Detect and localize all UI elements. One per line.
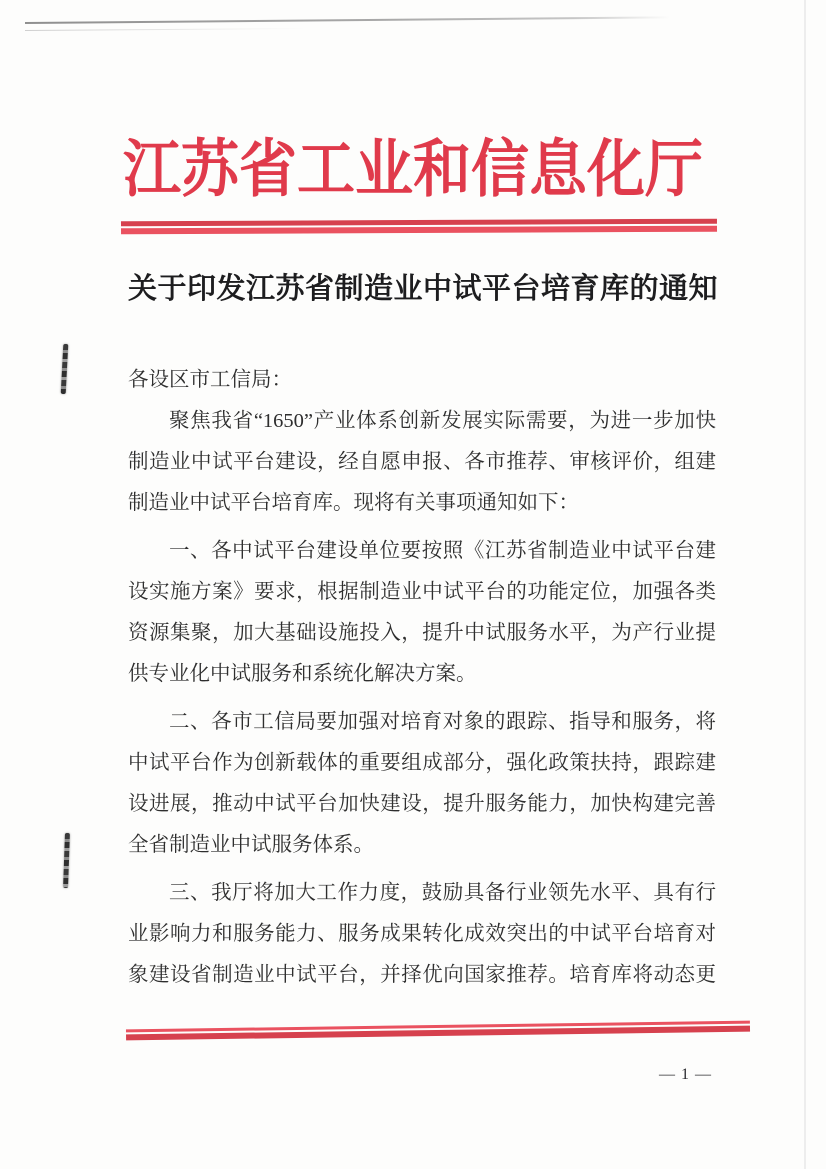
body-line: 象建设省制造业中试平台，并择优向国家推荐。培育库将动态更	[128, 964, 716, 986]
letterhead-divider-thin-line	[121, 226, 717, 235]
document-body	[128, 360, 716, 996]
agency-name: 江苏省工业和信息化厅	[122, 134, 703, 205]
body-line: 三、我厅将加大工作力度，鼓励具备行业领先水平、具有行	[169, 882, 716, 904]
body-line: 二、各市工信局要加强对培育对象的跟踪、指导和服务，将	[169, 711, 716, 733]
staple-mark-bottom	[63, 833, 70, 888]
body-line: 设进展，推动中试平台加快建设，提升服务能力，加快构建完善	[128, 793, 716, 815]
footer-divider	[126, 1021, 750, 1041]
body-line: 全省制造业中试服务体系。	[128, 834, 374, 856]
salutation: 各设区市工信局：	[128, 369, 292, 391]
scan-paper-edge-top-faint	[25, 28, 305, 31]
body-line: 一、各中试平台建设单位要按照《江苏省制造业中试平台建	[169, 540, 716, 562]
letterhead-divider	[121, 219, 717, 235]
scan-paper-edge-top	[25, 16, 670, 24]
body-line: 设实施方案》要求，根据制造业中试平台的功能定位，加强各类	[128, 581, 716, 603]
body-line: 制造业中试平台培育库。现将有关事项通知如下：	[128, 492, 579, 514]
staple-mark-top	[61, 344, 69, 394]
body-line: 聚焦我省“1650”产业体系创新发展实际需要，为进一步加快	[169, 410, 716, 432]
page-number: — 1 —	[659, 1066, 712, 1083]
body-line: 供专业化中试服务和系统化解决方案。	[128, 663, 477, 685]
body-line: 制造业中试平台建设，经自愿申报、各市推荐、审核评价，组建	[128, 451, 716, 473]
body-line: 业影响力和服务能力、服务成果转化成效突出的中试平台培育对	[128, 923, 716, 945]
body-line: 中试平台作为创新载体的重要组成部分，强化政策扶持，跟踪建	[128, 752, 716, 774]
document-title: 关于印发江苏省制造业中试平台培育库的通知	[128, 273, 719, 305]
body-line: 资源集聚，加大基础设施投入，提升中试服务水平，为产行业提	[128, 622, 716, 644]
scan-paper-edge-right	[804, 0, 806, 1169]
